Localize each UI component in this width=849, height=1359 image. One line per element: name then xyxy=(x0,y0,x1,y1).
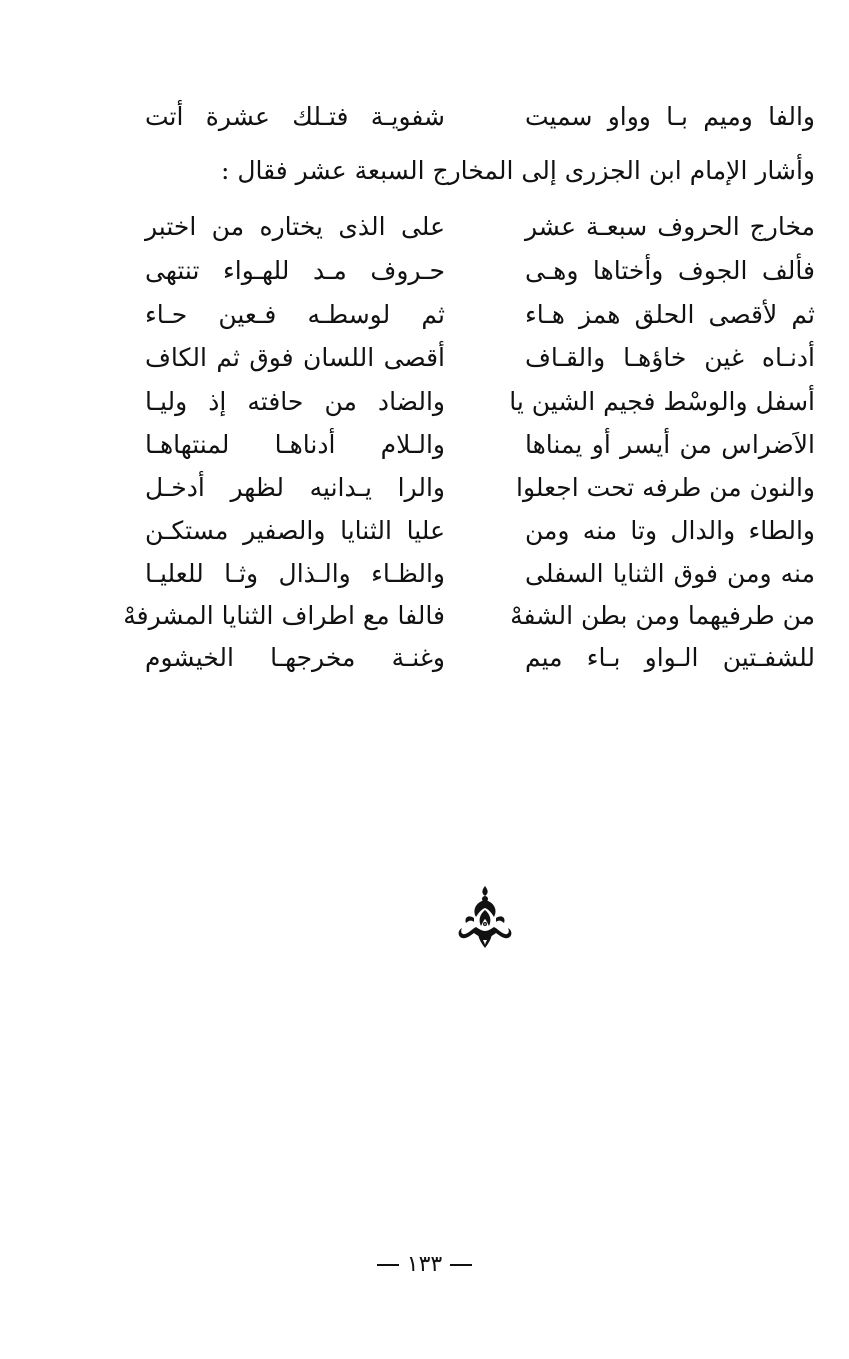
page-number-value: ١٣٣ xyxy=(406,1252,443,1277)
verse-left-8: عليا الثنايا والصفير مستكـن xyxy=(145,516,445,545)
page-number-dash-right xyxy=(450,1264,472,1266)
verse-right-5: أسفل والوسْط فجيم الشين يا xyxy=(509,387,815,416)
verse-right-3: ثم لأقصى الحلق همز هـاء xyxy=(525,300,815,329)
verse-right-8: والطاء والدال وتا منه ومن xyxy=(525,516,815,545)
verse-left-3: ثم لوسطـه فـعين حـاء xyxy=(145,300,445,329)
opening-verse-right: والفا وميم بـا وواو سميت xyxy=(525,102,815,131)
verse-right-9: منه ومن فوق الثنايا السفلى xyxy=(525,559,815,588)
verse-left-6: والـلام أدناهـا لمنتهاهـا xyxy=(145,430,445,459)
verse-left-1: على الذى يختاره من اختبر xyxy=(145,212,445,241)
verse-right-11: للشفـتين الـواو بـاء ميم xyxy=(525,643,815,672)
verse-left-2: حـروف مـد للهـواء تنتهى xyxy=(145,256,445,285)
page-number-dash-left xyxy=(377,1264,399,1266)
verse-left-10: فالفا مع اطراف الثنايا المشرفهْ xyxy=(123,601,445,630)
verse-left-11: وغنـة مخرجهـا الخيشوم xyxy=(145,643,445,672)
verse-right-4: أدنـاه غين خاؤهـا والقـاف xyxy=(525,343,815,372)
verse-left-7: والرا يـدانيه لظهر أدخـل xyxy=(145,473,445,502)
verse-right-1: مخارج الحروف سبعـة عشر xyxy=(525,212,815,241)
floral-ornament-icon xyxy=(454,884,516,950)
verse-right-7: والنون من طرفه تحت اجعلوا xyxy=(516,473,815,502)
page-number xyxy=(0,1252,849,1277)
verse-right-10: من طرفيهما ومن بطن الشفهْ xyxy=(510,601,815,630)
verse-right-6: الاَضراس من أيسر أو يمناها xyxy=(525,430,815,459)
verse-right-2: فألف الجوف وأختاها وهـى xyxy=(525,256,815,285)
verse-left-5: والضاد من حافته إذ وليـا xyxy=(145,387,445,416)
intro-line: وأشار الإمام ابن الجزرى إلى المخارج السبعة عشر فقال : xyxy=(220,156,815,185)
verse-left-9: والظـاء والـذال وثـا للعليـا xyxy=(145,559,445,588)
verse-left-4: أقصى اللسان فوق ثم الكاف xyxy=(145,343,445,372)
opening-verse-left: شفويـة فتـلك عشرة أتت xyxy=(145,102,445,131)
